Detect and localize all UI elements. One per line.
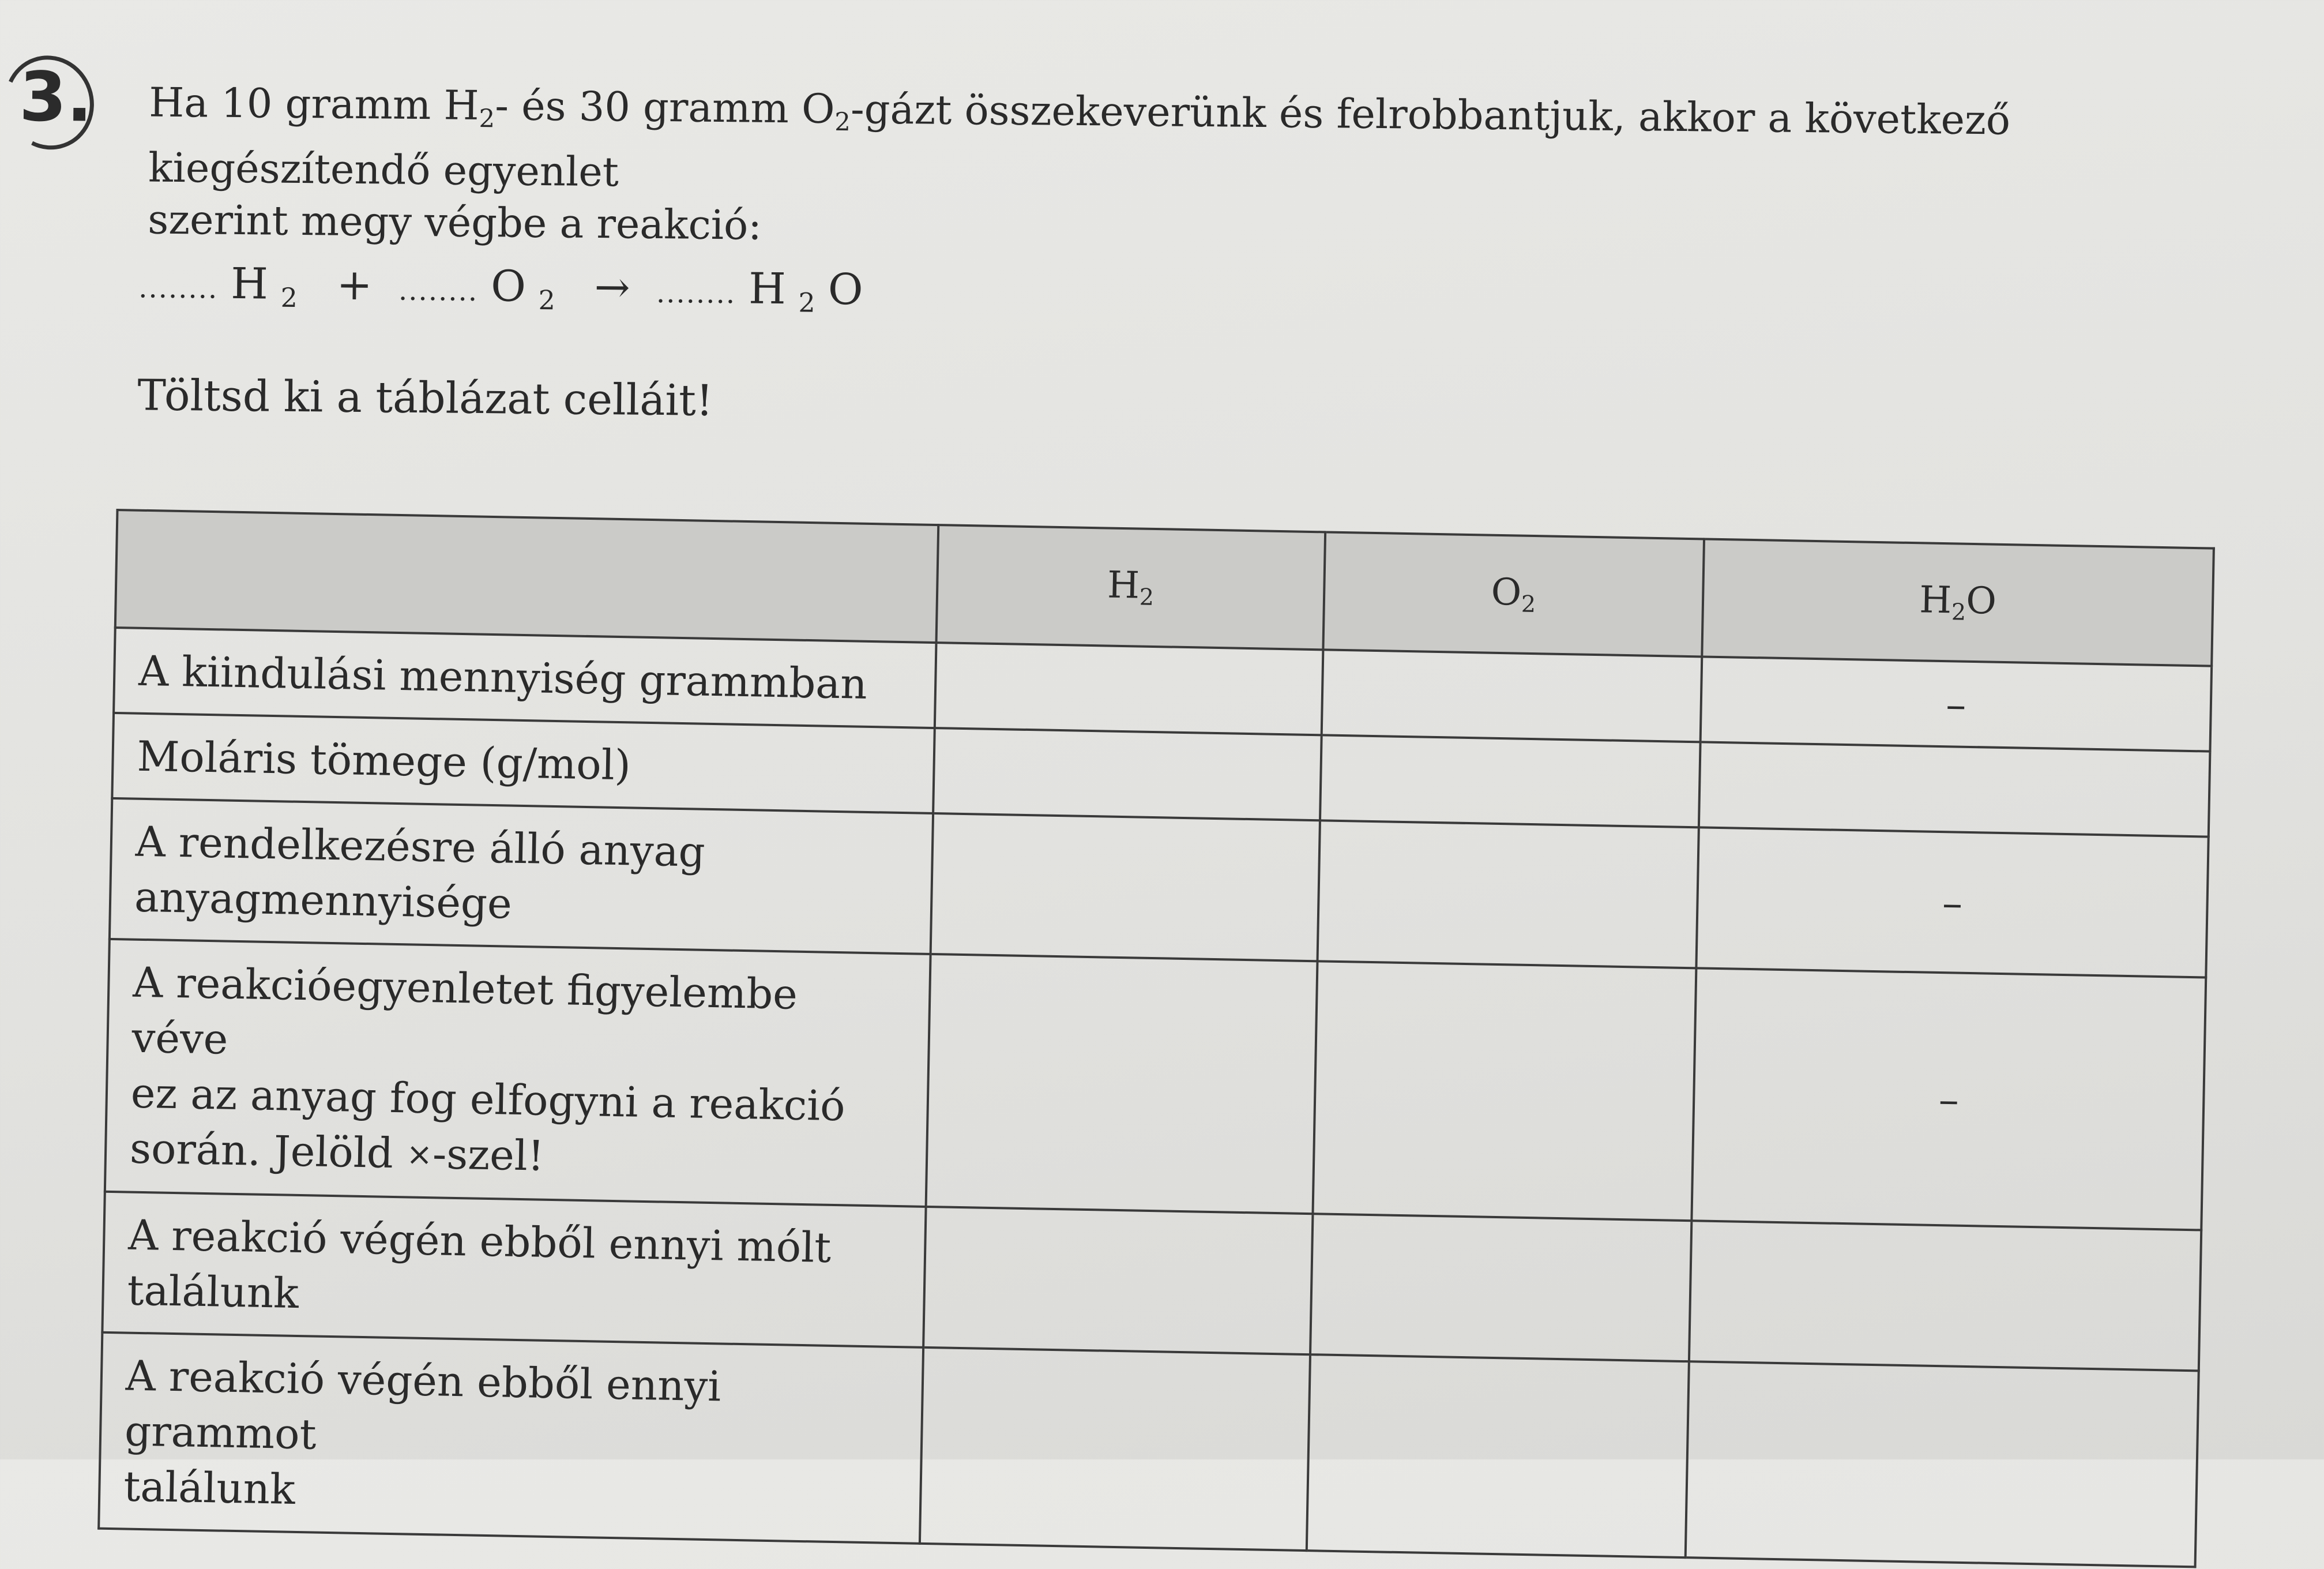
reaction-arrow: → (594, 262, 631, 313)
answer-cell[interactable] (931, 813, 1320, 961)
row-label: A reakció végén ebből ennyi grammot találunk (99, 1332, 923, 1543)
row-label: A kiindulási mennyiség grammban (114, 628, 936, 728)
answer-cell[interactable] (926, 954, 1318, 1214)
answer-cell[interactable] (1313, 961, 1696, 1221)
header-h2: $H_2$ (937, 525, 1325, 650)
table-body (99, 628, 2212, 1567)
prompt-line-1: Ha 10 gramm $H_2-$ és 30 gramm $O_2$-gázt összekeverünk és felrobbantjuk, akkor a következő kiegészítendő egyenlet (148, 78, 2011, 196)
exercise-prompt (148, 76, 2214, 265)
answer-cell[interactable] (933, 728, 1321, 820)
answer-cell[interactable] (1689, 1221, 2201, 1371)
row-label: Moláris tömege (g/mol) (112, 713, 934, 813)
formula-h2: H $_2$ (230, 258, 298, 313)
answer-table (97, 509, 2215, 1568)
formula-h2o: H $_2$ O (748, 264, 864, 318)
row-label: A rendelkezésre álló anyag anyagmennyisége (110, 798, 933, 954)
coefficient-blank-o2[interactable]: ........ (398, 274, 479, 307)
reaction-equation (138, 258, 889, 318)
formula-o2: O $_2$ (490, 261, 556, 316)
dash-cell: – (1701, 656, 2212, 751)
answer-cell[interactable] (1686, 1361, 2199, 1567)
header-h2o: $H_2O$ (1702, 539, 2214, 666)
answer-cell[interactable] (1320, 735, 1701, 827)
answer-cell[interactable] (1699, 742, 2210, 836)
row-label: A reakció végén ebből ennyi mólt találunk (102, 1191, 926, 1347)
answer-cell[interactable] (935, 643, 1323, 735)
prompt-line-2: szerint megy végbe a reakció: (147, 196, 762, 249)
x-mark-icon: × (406, 1135, 433, 1173)
dash-cell: – (1691, 968, 2206, 1230)
answer-cell[interactable] (1307, 1354, 1689, 1557)
answer-cell[interactable] (923, 1207, 1313, 1354)
answer-cell[interactable] (1317, 820, 1699, 968)
instruction-text: Töltsd ki a táblázat celláit! (137, 370, 714, 426)
dash-cell: – (1696, 827, 2208, 977)
table-row (105, 939, 2206, 1230)
answer-cell[interactable] (1321, 650, 1702, 742)
answer-cell[interactable] (1310, 1214, 1692, 1361)
coefficient-blank-h2[interactable]: ........ (138, 272, 219, 305)
coefficient-blank-h2o[interactable]: ........ (656, 276, 736, 310)
answer-cell[interactable] (920, 1347, 1310, 1550)
plus-sign: + (336, 260, 373, 310)
row-label: A reakcióegyenletet figyelembe véve ez az anyag fog elfogyni a reakció során. Jelöld ×-szel! (105, 939, 931, 1207)
table-row (99, 1332, 2199, 1567)
header-blank-cell (115, 510, 938, 643)
exercise-number: 3. (18, 57, 93, 137)
header-o2: $O_2$ (1323, 532, 1704, 656)
